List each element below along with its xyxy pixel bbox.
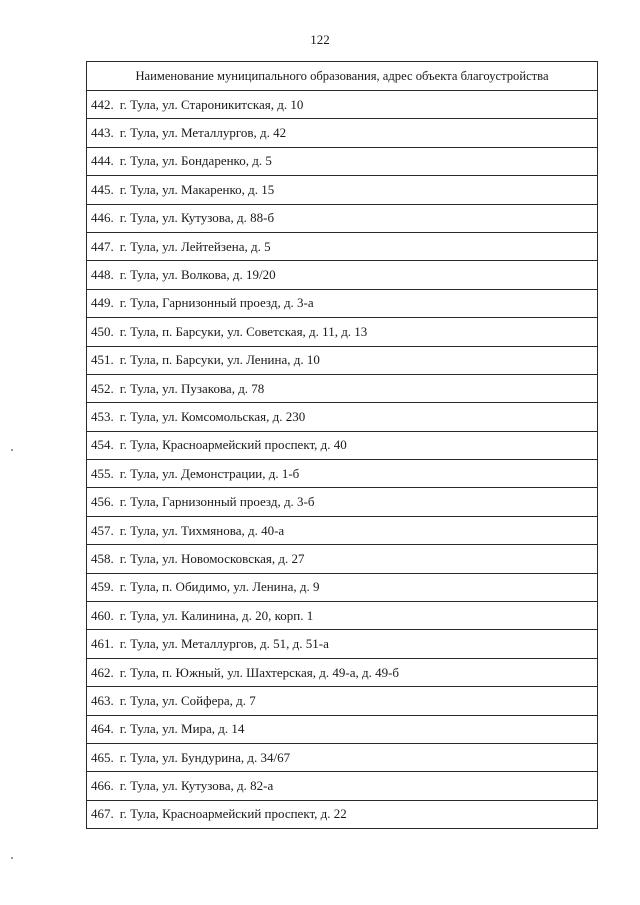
row-address: г. Тула, ул. Кутузова, д. 82-а: [119, 778, 274, 794]
row-number: 461.: [91, 636, 114, 652]
row-address: г. Тула, ул. Макаренко, д. 15: [119, 181, 275, 197]
row-address: г. Тула, Гарнизонный проезд, д. 3-а: [119, 295, 314, 311]
address-cell: [87, 147, 598, 175]
address-cell: [87, 91, 598, 119]
row-number: 448.: [91, 267, 114, 283]
address-cell: [87, 687, 598, 715]
table-row: [87, 403, 598, 431]
table-row: [87, 800, 598, 828]
row-address: г. Тула, п. Южный, ул. Шахтерская, д. 49-а, д. 49-б: [119, 664, 400, 680]
row-number: 458.: [91, 550, 114, 566]
address-cell: [87, 261, 598, 289]
scan-speck: [11, 857, 13, 859]
row-number: 450.: [91, 323, 114, 339]
table-row: [87, 545, 598, 573]
table-row: [87, 630, 598, 658]
table-row: [87, 346, 598, 374]
row-number: 465.: [91, 749, 114, 765]
table-row: [87, 658, 598, 686]
row-number: 466.: [91, 778, 114, 794]
table-row: [87, 573, 598, 601]
address-table: [86, 61, 598, 829]
table-row: [87, 772, 598, 800]
table-header-row: [87, 62, 598, 91]
table-row: [87, 516, 598, 544]
row-number: 442.: [91, 96, 114, 112]
row-address: г. Тула, ул. Волкова, д. 19/20: [119, 267, 276, 283]
table-row: [87, 602, 598, 630]
row-address: г. Тула, ул. Новомосковская, д. 27: [119, 550, 305, 566]
table-row: [87, 318, 598, 346]
row-number: 460.: [91, 607, 114, 623]
row-number: 462.: [91, 664, 114, 680]
scan-speck: [11, 449, 13, 451]
row-number: 463.: [91, 692, 114, 708]
row-address: г. Тула, ул. Бондаренко, д. 5: [119, 153, 272, 169]
address-cell: [87, 658, 598, 686]
address-cell: [87, 119, 598, 147]
row-address: г. Тула, ул. Староникитская, д. 10: [119, 96, 304, 112]
table-row: [87, 289, 598, 317]
row-address: г. Тула, Красноармейский проспект, д. 40: [119, 437, 347, 453]
row-address: г. Тула, ул. Демонстрации, д. 1-б: [119, 465, 300, 481]
table-row: [87, 261, 598, 289]
address-cell: [87, 602, 598, 630]
address-cell: [87, 630, 598, 658]
row-number: 459.: [91, 579, 114, 595]
table-row: [87, 91, 598, 119]
page-number: 122: [310, 32, 330, 47]
address-cell: [87, 772, 598, 800]
row-number: 451.: [91, 352, 114, 368]
table-row: [87, 119, 598, 147]
row-address: г. Тула, ул. Лейтейзена, д. 5: [119, 238, 271, 254]
row-address: г. Тула, ул. Тихмянова, д. 40-а: [119, 522, 285, 538]
row-number: 447.: [91, 238, 114, 254]
table-row: [87, 715, 598, 743]
row-address: г. Тула, ул. Металлургов, д. 51, д. 51-а: [119, 636, 329, 652]
row-address: г. Тула, ул. Калинина, д. 20, корп. 1: [119, 607, 314, 623]
table-row: [87, 176, 598, 204]
row-address: г. Тула, ул. Бундурина, д. 34/67: [119, 749, 291, 765]
row-address: г. Тула, п. Барсуки, ул. Ленина, д. 10: [119, 352, 320, 368]
row-number: 456.: [91, 494, 114, 510]
table-row: [87, 431, 598, 459]
address-cell: [87, 545, 598, 573]
address-cell: [87, 743, 598, 771]
address-cell: [87, 715, 598, 743]
address-cell: [87, 431, 598, 459]
address-cell: [87, 232, 598, 260]
row-number: 445.: [91, 181, 114, 197]
table-row: [87, 232, 598, 260]
table-row: [87, 147, 598, 175]
table-row: [87, 743, 598, 771]
table-row: [87, 374, 598, 402]
address-cell: [87, 488, 598, 516]
row-number: 457.: [91, 522, 114, 538]
row-number: 467.: [91, 806, 114, 822]
row-number: 449.: [91, 295, 114, 311]
row-number: 452.: [91, 380, 114, 396]
row-number: 455.: [91, 465, 114, 481]
address-cell: [87, 800, 598, 828]
row-address: г. Тула, п. Барсуки, ул. Советская, д. 11, д. 13: [119, 323, 368, 339]
address-cell: [87, 460, 598, 488]
row-address: г. Тула, ул. Кутузова, д. 88-б: [119, 210, 275, 226]
table-row: [87, 460, 598, 488]
row-address: г. Тула, ул. Сойфера, д. 7: [119, 692, 256, 708]
address-cell: [87, 403, 598, 431]
table-row: [87, 687, 598, 715]
table-header: Наименование муниципального образования, адрес объекта благоустройства: [87, 62, 598, 91]
row-address: г. Тула, Гарнизонный проезд, д. 3-б: [119, 494, 315, 510]
table-body: [87, 91, 598, 829]
row-number: 454.: [91, 437, 114, 453]
address-cell: [87, 204, 598, 232]
row-address: г. Тула, ул. Мира, д. 14: [119, 721, 245, 737]
row-number: 464.: [91, 721, 114, 737]
address-cell: [87, 374, 598, 402]
address-cell: [87, 346, 598, 374]
address-cell: [87, 573, 598, 601]
row-address: г. Тула, Красноармейский проспект, д. 22: [119, 806, 347, 822]
row-number: 444.: [91, 153, 114, 169]
row-address: г. Тула, п. Обидимо, ул. Ленина, д. 9: [119, 579, 320, 595]
table-row: [87, 488, 598, 516]
address-cell: [87, 176, 598, 204]
row-address: г. Тула, ул. Металлургов, д. 42: [119, 125, 287, 141]
row-number: 443.: [91, 125, 114, 141]
address-cell: [87, 318, 598, 346]
row-address: г. Тула, ул. Комсомольская, д. 230: [119, 408, 306, 424]
table-row: [87, 204, 598, 232]
row-address: г. Тула, ул. Пузакова, д. 78: [119, 380, 265, 396]
address-cell: [87, 516, 598, 544]
address-cell: [87, 289, 598, 317]
row-number: 446.: [91, 210, 114, 226]
row-number: 453.: [91, 408, 114, 424]
